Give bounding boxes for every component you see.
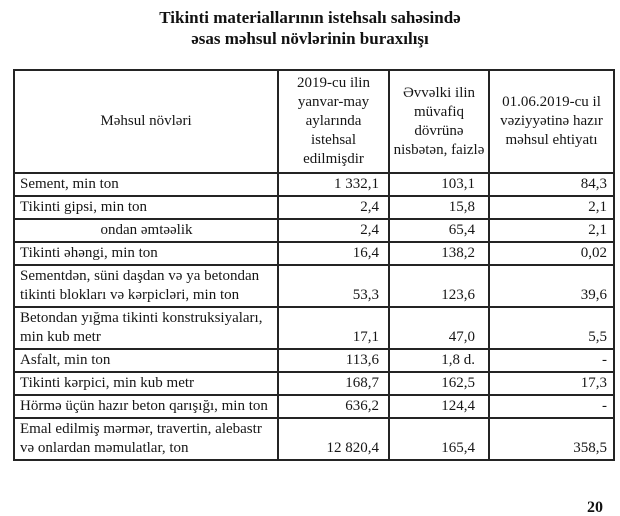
- product-name-cell: Betondan yığma tikinti konstruksiyaları, min kub metr: [14, 307, 278, 349]
- production-table: [13, 69, 615, 461]
- produced-value-cell: 53,3: [278, 265, 389, 307]
- percent-value-cell: 65,4: [389, 219, 489, 242]
- percent-value-cell: 15,8: [389, 196, 489, 219]
- stock-value-cell: 2,1: [489, 196, 614, 219]
- stock-value-cell: 358,5: [489, 418, 614, 460]
- produced-value-cell: 113,6: [278, 349, 389, 372]
- percent-value-cell: 138,2: [389, 242, 489, 265]
- percent-value-cell: 1,8 d.: [389, 349, 489, 372]
- header-finished-stock: 01.06.2019-cu il vəziyyətinə hazır məhsul ehtiyatı: [489, 70, 614, 173]
- product-name-cell: Tikinti gipsi, min ton: [14, 196, 278, 219]
- produced-value-cell: 17,1: [278, 307, 389, 349]
- table-row: [14, 395, 614, 418]
- stock-value-cell: 0,02: [489, 242, 614, 265]
- table-row: [14, 307, 614, 349]
- table-body: [14, 173, 614, 460]
- document-title-line1: Tikinti materiallarının istehsalı sahəsində: [159, 8, 461, 27]
- product-name-cell: Sementdən, süni daşdan və ya betondan tikinti blokları və kərpicləri, min ton: [14, 265, 278, 307]
- produced-value-cell: 2,4: [278, 219, 389, 242]
- table-row: [14, 349, 614, 372]
- product-name-cell: Asfalt, min ton: [14, 349, 278, 372]
- stock-value-cell: -: [489, 349, 614, 372]
- percent-value-cell: 165,4: [389, 418, 489, 460]
- produced-value-cell: 12 820,4: [278, 418, 389, 460]
- product-name-cell: Tikinti əhəngi, min ton: [14, 242, 278, 265]
- table-row: [14, 242, 614, 265]
- percent-value-cell: 124,4: [389, 395, 489, 418]
- stock-value-cell: 17,3: [489, 372, 614, 395]
- product-name-cell: Tikinti kərpici, min kub metr: [14, 372, 278, 395]
- page-number: 20: [587, 499, 603, 516]
- produced-value-cell: 16,4: [278, 242, 389, 265]
- percent-value-cell: 47,0: [389, 307, 489, 349]
- table-row: [14, 418, 614, 460]
- percent-value-cell: 162,5: [389, 372, 489, 395]
- table-header: [14, 70, 614, 173]
- percent-value-cell: 123,6: [389, 265, 489, 307]
- produced-value-cell: 168,7: [278, 372, 389, 395]
- produced-value-cell: 1 332,1: [278, 173, 389, 196]
- stock-value-cell: 39,6: [489, 265, 614, 307]
- stock-value-cell: 84,3: [489, 173, 614, 196]
- product-name-cell: Sement, min ton: [14, 173, 278, 196]
- header-produced-jan-may-2019: 2019-cu ilin yanvar-may aylarında istehsal edilmişdir: [278, 70, 389, 173]
- stock-value-cell: 2,1: [489, 219, 614, 242]
- table-row: [14, 173, 614, 196]
- header-product-types: Məhsul növləri: [14, 70, 278, 173]
- document-title: [0, 7, 620, 49]
- produced-value-cell: 636,2: [278, 395, 389, 418]
- percent-value-cell: 103,1: [389, 173, 489, 196]
- document-title-line2: əsas məhsul növlərinin buraxılışı: [191, 29, 429, 48]
- header-percent-vs-prev-year: Əvvəlki ilin müvafiq dövrünə nisbətən, faizlə: [389, 70, 489, 173]
- table-header-row: [14, 70, 614, 173]
- stock-value-cell: -: [489, 395, 614, 418]
- stock-value-cell: 5,5: [489, 307, 614, 349]
- table-row: [14, 219, 614, 242]
- table-row: [14, 196, 614, 219]
- product-name-cell: Hörmə üçün hazır beton qarışığı, min ton: [14, 395, 278, 418]
- product-name-cell: ondan əmtəəlik: [14, 219, 278, 242]
- product-name-cell: Emal edilmiş mərmər, travertin, alebastr və onlardan məmulatlar, ton: [14, 418, 278, 460]
- produced-value-cell: 2,4: [278, 196, 389, 219]
- table-row: [14, 265, 614, 307]
- table-row: [14, 372, 614, 395]
